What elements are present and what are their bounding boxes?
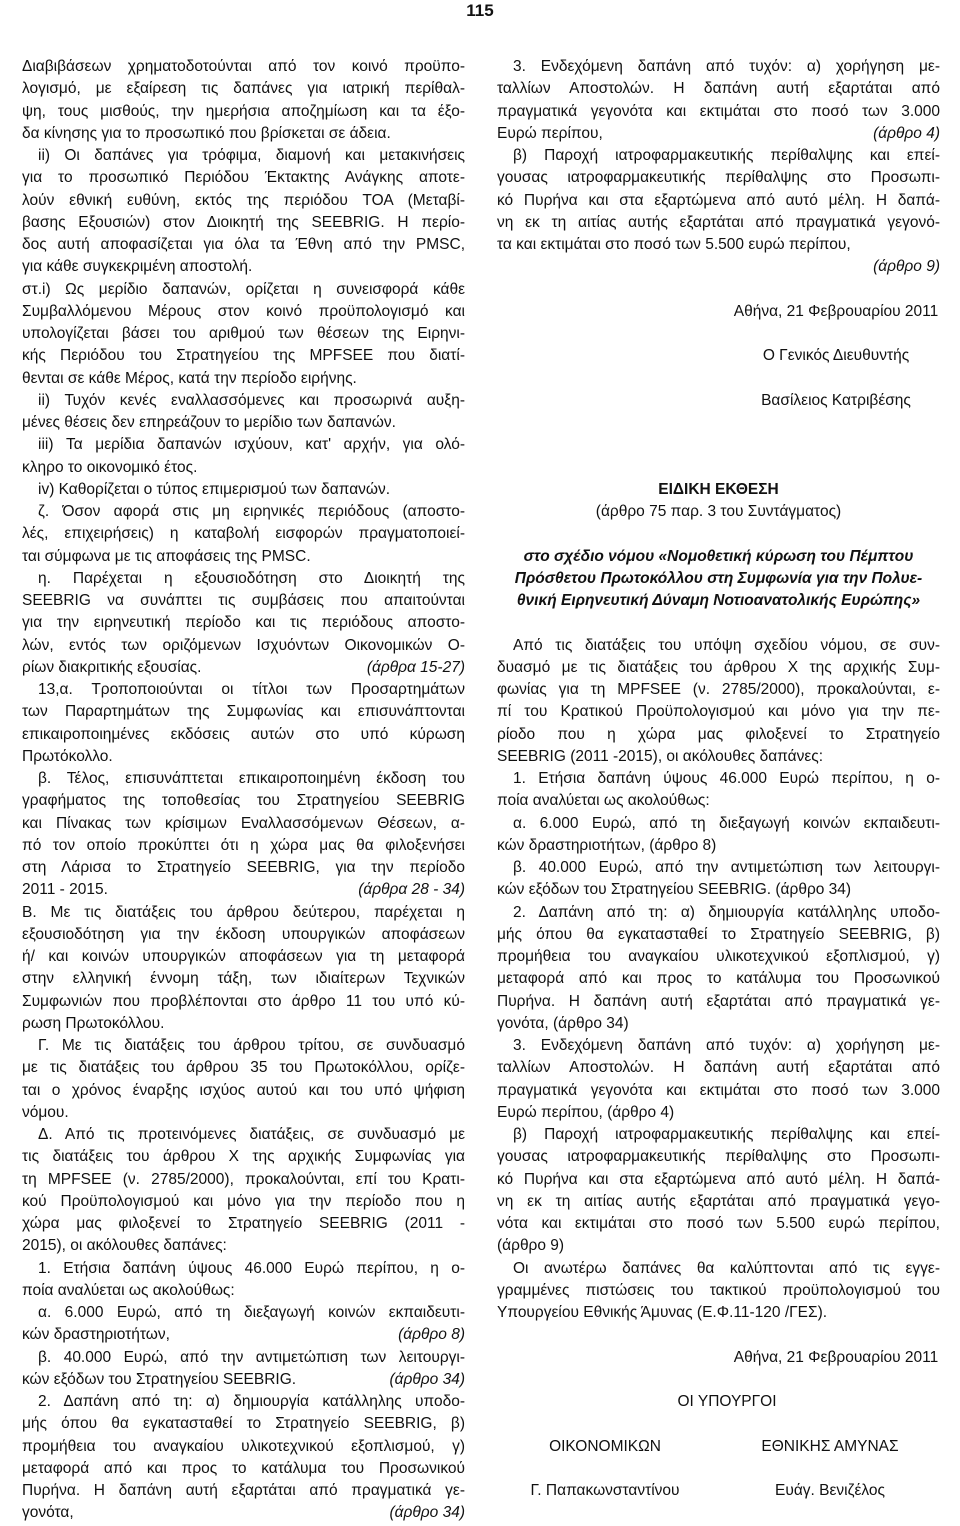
- line-text: κής Περιόδου του Στρατηγείου της MPFSEE που διατί-: [22, 347, 465, 365]
- text-line: [22, 724, 465, 746]
- line-text: μεταφορά από και προς το κατάλυμα του Προσωνικού: [497, 970, 940, 988]
- text-line: [22, 1280, 465, 1302]
- line-text: μής όπου θα εγκατασταθεί το Στρατηγείο SEEBRIG, β): [22, 1415, 465, 1433]
- text-line: [22, 1413, 465, 1435]
- text-line: [22, 1458, 465, 1480]
- text-line: [22, 123, 465, 145]
- text-line: [497, 101, 940, 123]
- bill-title-line: στο σχέδιο νόμου «Νομοθετική κύρωση του Πέμπτου: [523, 547, 914, 565]
- line-text: Γ. Με τις διατάξεις του άρθρου τρίτου, σε συνδυασμό: [38, 1037, 465, 1054]
- text-line: [497, 813, 940, 835]
- text-line: [497, 123, 940, 145]
- line-text: λές, επιχειρήσεις) η καταβολή εισφορών πραγματοποιεί-: [22, 525, 465, 543]
- text-line: [497, 1169, 940, 1191]
- text-line: [22, 1480, 465, 1502]
- signatory-name: Βασίλειος Κατριβέσης: [761, 391, 911, 409]
- text-line: [497, 234, 940, 256]
- ministers-heading: ΟΙ ΥΠΟΥΡΓΟΙ: [677, 1393, 777, 1410]
- line-text: νη εκ τη αιτίας αυτής εξαρτάται από πραγματικά γεγο-: [497, 1192, 940, 1210]
- line-text: ρωση Πρωτοκόλλου.: [22, 1014, 165, 1032]
- paragraph: [497, 813, 940, 858]
- text-line: [22, 323, 465, 345]
- line-text: ταλλίων Αποστολών. Η δαπάνη αυτή εξαρτάται από: [497, 80, 940, 98]
- paragraph: [497, 1124, 940, 1258]
- signature-block-director: [716, 301, 956, 412]
- line-text: για το προσωπικό Περιόδου Έκτακτης Ανάγκης αποτε-: [22, 169, 465, 187]
- text-line: [497, 212, 940, 234]
- line-text: ρίων διακριτικής εξουσίας.: [22, 658, 202, 676]
- line-text: στην ελληνική έννομη τάξη, των ιδιαίτερων Τεχνικών: [22, 970, 465, 988]
- paragraph: [22, 768, 465, 902]
- line-text: των Παραρτημάτων της Συμφωνίας και επισυνάπτονται: [22, 703, 465, 721]
- line-text: προμήθεια του αναγκαίου υλικοτεχνικού εξοπλισμού, γ): [497, 948, 940, 965]
- text-line: [22, 968, 465, 990]
- line-text: 2. Δαπάνη από τη: α) δημιουργία κατάλληλης υποδο-: [38, 1393, 465, 1410]
- text-line: [22, 479, 465, 501]
- article-reference: (άρθρα 15-27): [366, 658, 465, 676]
- text-line: [497, 924, 940, 946]
- text-line: [22, 590, 465, 612]
- text-line: [497, 1191, 940, 1213]
- paragraph: [22, 1035, 465, 1124]
- line-text: ii) Τυχόν κενές εναλλασσόμενες και προσωρινά αυξη-: [38, 391, 465, 409]
- text-line: [22, 523, 465, 545]
- text-line: [22, 1502, 465, 1524]
- line-text: α. 6.000 Ευρώ, από τη διεξαγωγή κοινών εκπαιδευτι-: [38, 1304, 465, 1321]
- line-text: τις διατάξεις του άρθρου Χ της αρχικής Συμφωνίας για: [22, 1148, 465, 1166]
- text-line: [497, 968, 940, 990]
- paragraph: [497, 857, 940, 902]
- line-text: Δ. Από τις προτεινόμενες διατάξεις, σε συνδυασμό με: [38, 1126, 465, 1143]
- paragraph: [22, 145, 465, 279]
- line-text: Διαβιβάσεων χρηματοδοτούνται από τον κοινό προϋπο-: [22, 58, 465, 75]
- line-text: επικαιροποιημένες εκδόσεις αυτών στο υπό κύρωση: [22, 725, 465, 743]
- line-text: ποία αναλύεται ως ακολούθως:: [497, 792, 710, 810]
- line-text: η. Παρέχεται η εξουσιοδότηση στο Διοικητή της: [38, 569, 465, 587]
- text-line: [497, 167, 940, 189]
- text-line: [22, 835, 465, 857]
- text-line: [22, 902, 465, 924]
- line-text: iii) Τα μερίδια δαπανών ισχύουν, κατ' αρχήν, για ολό-: [38, 436, 465, 454]
- text-line: [497, 635, 940, 657]
- text-line: [497, 1124, 940, 1146]
- line-text: ται ο χρόνος έναρξης ισχύος αυτού και του υπό ψήφιση: [22, 1081, 465, 1099]
- text-line: [22, 345, 465, 367]
- line-text: Ευρώ περίπου,: [497, 124, 603, 142]
- text-line: [22, 746, 465, 768]
- line-text: εξουσιοδότηση για την έκδοση υπουργικών αποφάσεων: [22, 925, 465, 943]
- paragraph: [497, 56, 940, 145]
- text-line: [497, 1302, 940, 1324]
- paragraph: [22, 479, 465, 501]
- line-text: Από τις διατάξεις του υπόψη σχεδίου νόμου, σε συν-: [513, 636, 940, 654]
- line-text: πί του Κρατικού Προϋπολογισμού και μόνο για την πε-: [497, 703, 940, 721]
- text-line: [497, 1213, 940, 1235]
- line-text: πραγματικά γεγονότα και εκτιμάται στο ποσό των 3.000: [497, 102, 940, 120]
- spacer: [497, 457, 940, 479]
- line-text: ζ. Όσον αφορά στις μη ειρηνικές περιόδους (αποστο-: [38, 503, 465, 520]
- line-text: β. 40.000 Ευρώ, από την αντιμετώπιση των λειτουργι-: [38, 1348, 465, 1366]
- line-text: iv) Καθορίζεται ο τύπος επιμερισμού των δαπανών.: [38, 480, 391, 498]
- text-line: [497, 1102, 940, 1124]
- line-text: Συμφωνιών που προβλέπονται στο άρθρο 11 του υπό κύ-: [22, 992, 465, 1010]
- text-line: [22, 1235, 465, 1257]
- paragraph: [22, 568, 465, 679]
- paragraph: [497, 145, 940, 279]
- line-text: γουσας ιατροφαρμακευτικής περίθαλψης στο Προσωπι-: [497, 169, 940, 187]
- line-text: γραμμένες πιστώσεις του τακτικού προϋπολογισμού του: [497, 1281, 940, 1299]
- line-text: SEEBRIG (2011 -2015), οι ακόλουθες δαπάνες:: [497, 747, 824, 765]
- signatory-title: Ο Γενικός Διευθυντής: [762, 347, 910, 365]
- line-text: δος αυτή αποφασίζεται για όλα τα Έθνη από την PMSC,: [22, 236, 465, 253]
- paragraph: [22, 56, 465, 145]
- line-text: ταλλίων Αποστολών. Η δαπάνη αυτή εξαρτάται από: [497, 1059, 940, 1077]
- line-text: β. 40.000 Ευρώ, από την αντιμετώπιση των λειτουργι-: [513, 859, 940, 876]
- line-text: Συμβαλλόμενου Μέρους στον κοινό προϋπολογισμό και: [22, 302, 465, 320]
- text-line: [497, 701, 940, 723]
- text-line: [497, 1258, 940, 1280]
- spacer: [497, 1413, 940, 1435]
- line-text: νη εκ τη αιτίας αυτής εξαρτάται από πραγματικά γεγονό-: [497, 213, 940, 231]
- text-line: [497, 1235, 940, 1257]
- line-text: γραφήματος της τοποθεσίας του Στρατηγείου SEEBRIG: [22, 792, 465, 810]
- spacer: [497, 412, 940, 434]
- line-text: προμήθεια του αναγκαίου υλικοτεχνικού εξοπλισμού, γ): [22, 1437, 465, 1455]
- text-line: [22, 212, 465, 234]
- text-line: [22, 1169, 465, 1191]
- text-line: [497, 1035, 940, 1057]
- text-line: [22, 1213, 465, 1235]
- text-line: [497, 657, 940, 679]
- paragraph: [497, 1258, 940, 1325]
- text-line: [497, 256, 940, 278]
- spacer: [497, 279, 940, 301]
- paragraph: [22, 679, 465, 768]
- text-line: [22, 412, 465, 434]
- text-line: [497, 991, 940, 1013]
- line-text: ρίοδο που η χώρα μας φιλοξενεί το Στρατηγείο: [497, 725, 940, 743]
- text-line: [22, 1080, 465, 1102]
- text-line: [497, 946, 940, 968]
- text-line: [22, 368, 465, 390]
- line-text: Υπουργείου Εθνικής Άμυνας (Ε.Φ.11-120 /ΓΕΣ).: [497, 1304, 828, 1321]
- line-text: α. 6.000 Ευρώ, από τη διεξαγωγή κοινών εκπαιδευτι-: [513, 814, 940, 832]
- text-line: [22, 279, 465, 301]
- paragraph: [22, 279, 465, 390]
- line-text: κό Πυρήνα και στα εξαρτώμενα από αυτό μέλη. Η δαπά-: [497, 191, 940, 209]
- text-line: [22, 457, 465, 479]
- line-text: στ.i) Ως μερίδιο δαπανών, ορίζεται η συνεισφορά κάθε: [22, 280, 465, 298]
- text-line: [22, 234, 465, 256]
- spacer: [497, 1458, 940, 1480]
- line-text: μής όπου θα εγκατασταθεί το Στρατηγείο SEEBRIG, β): [497, 925, 940, 943]
- right-column: [497, 56, 940, 1502]
- text-line: [22, 657, 465, 679]
- text-line: [497, 857, 940, 879]
- article-reference: (άρθρο 4): [873, 124, 940, 142]
- page-number: 115: [466, 1, 494, 20]
- bill-title-line: θνική Ειρηνευτική Δύναμη Νοτιοανατολικής Ευρώπης»: [516, 592, 921, 609]
- text-line: [22, 857, 465, 879]
- text-line: [497, 145, 940, 167]
- text-line: [22, 946, 465, 968]
- paragraph: [497, 635, 940, 769]
- text-line: [497, 1080, 940, 1102]
- text-line: [497, 1146, 940, 1168]
- text-line: [22, 635, 465, 657]
- spacer: [497, 612, 940, 634]
- text-line: [22, 612, 465, 634]
- text-line: [497, 1013, 940, 1035]
- article-reference: (άρθρο 8): [398, 1326, 465, 1344]
- text-line: [22, 701, 465, 723]
- text-line: [22, 1146, 465, 1168]
- text-line: [22, 1302, 465, 1324]
- text-line: [22, 879, 465, 901]
- text-line: [497, 1280, 940, 1302]
- line-text: μένες θέσεις δεν επηρεάζουν το μερίδιο των δαπανών.: [22, 414, 396, 431]
- text-line: [497, 902, 940, 924]
- line-text: Οι ανωτέρω δαπάνες θα καλύπτονται από τις εγγε-: [513, 1259, 940, 1277]
- text-line: [22, 56, 465, 78]
- text-line: [22, 679, 465, 701]
- bill-title: [497, 546, 940, 613]
- line-text: (άρθρο 9): [497, 1237, 565, 1255]
- text-line: [22, 924, 465, 946]
- line-text: νότα και εκτιμάται στο ποσό των 5.500 ευρώ περίπου,: [497, 1215, 940, 1232]
- spacer: [716, 323, 956, 345]
- line-text: κών δραστηριοτήτων,: [22, 1326, 170, 1344]
- text-line: [22, 190, 465, 212]
- line-text: δα κίνησης για το προσωπικό που βρίσκεται σε άδεια.: [22, 124, 391, 142]
- paragraph: [22, 434, 465, 479]
- text-line: [22, 78, 465, 100]
- line-text: κό Πυρήνα και στα εξαρτώμενα από αυτό μέλη. Η δαπά-: [497, 1170, 940, 1188]
- text-line: [22, 167, 465, 189]
- text-line: [497, 78, 940, 100]
- line-text: λογισμό, με εξαίρεση τις δαπάνες για ιατρική περίθαλ-: [22, 80, 465, 98]
- line-text: λούν εθνική ευθύνη, εκτός της περιόδου ΤΟΑ (Μεταβί-: [22, 191, 465, 209]
- text-line: [497, 56, 940, 78]
- text-line: [497, 790, 940, 812]
- line-text: 2015), οι ακόλουθες δαπάνες:: [22, 1237, 227, 1255]
- text-line: [497, 835, 940, 857]
- line-text: κού Προϋπολογισμού και μόνο για την περίοδο που η: [22, 1192, 465, 1210]
- text-line: [497, 1057, 940, 1079]
- text-line: [22, 768, 465, 790]
- text-line: [22, 1124, 465, 1146]
- report-body: [497, 635, 940, 1325]
- text-line: [22, 1324, 465, 1346]
- line-text: SEEBRIG να συνάπτει τις συμβάσεις που απαιτούνται: [22, 592, 465, 609]
- line-text: 3. Ενδεχόμενη δαπάνη από τυχόν: α) χορήγηση με-: [513, 1037, 940, 1054]
- left-column: [22, 56, 465, 1525]
- line-text: Πυρήνα. Η δαπάνη αυτή εξαρτάται από πραγματικά γε-: [22, 1482, 465, 1499]
- spacer: [497, 1324, 940, 1346]
- spacer: [497, 523, 940, 545]
- text-line: [22, 501, 465, 523]
- text-line: [22, 1035, 465, 1057]
- spacer: [497, 1369, 940, 1391]
- signature-date: Αθήνα, 21 Φεβρουαρίου 2011: [733, 302, 939, 320]
- line-text: δυασμό με τις διατάξεις του άρθρου Χ της αρχικής Συμ-: [497, 658, 940, 676]
- line-text: με τις διατάξεις του άρθρου 35 του Πρωτοκόλλου, ορίζε-: [22, 1059, 465, 1077]
- line-text: ποία αναλύεται ως ακολούθως:: [22, 1281, 235, 1299]
- text-line: [497, 724, 940, 746]
- text-line: [22, 1013, 465, 1035]
- report-heading: ΕΙΔΙΚΗ ΕΚΘΕΣΗ: [658, 480, 779, 498]
- paragraph: [497, 1035, 940, 1124]
- line-text: κών δραστηριοτήτων, (άρθρο 8): [497, 836, 717, 854]
- spacer: [497, 434, 940, 456]
- article-reference: (άρθρο 34): [389, 1504, 465, 1522]
- article-reference: (άρθρο 9): [873, 258, 940, 276]
- line-text: κών εξόδων του Στρατηγείου SEEBRIG. (άρθρο 34): [497, 881, 852, 899]
- line-text: Πρωτόκολλο.: [22, 747, 113, 765]
- line-text: β. Τέλος, επισυνάπτεται επικαιροποιημένη έκδοση του: [38, 770, 465, 787]
- line-text: β) Παροχή ιατροφαρμακευτικής περίθαλψης και επεί-: [513, 1126, 940, 1143]
- bill-title-line: Πρόσθετου Πρωτοκόλλου στη Συμφωνία για την Πολυε-: [514, 569, 923, 587]
- text-line: [22, 101, 465, 123]
- line-text: 3. Ενδεχόμενη δαπάνη από τυχόν: α) χορήγηση με-: [513, 58, 940, 75]
- text-line: [22, 256, 465, 278]
- paragraph: [22, 1347, 465, 1392]
- line-text: και Πίνακας των κρίσιμων Εναλλασσόμενων Θέσεων, α-: [22, 814, 465, 832]
- article-reference: (άρθρα 28 - 34): [358, 881, 465, 899]
- line-text: χώρα μας φιλοξενεί το Στρατηγείο SEEBRIG (2011 -: [22, 1215, 465, 1232]
- line-text: Β. Με τις διατάξεις του άρθρου δεύτερου, παρέχεται η: [22, 903, 465, 921]
- text-line: [22, 1369, 465, 1391]
- line-text: λών, εντός των οριζόμενων Ισχυόντων Οικονομικών Ο-: [22, 636, 465, 654]
- report-subheading: (άρθρο 75 παρ. 3 του Συντάγματος): [595, 503, 842, 520]
- ministry-finance: ΟΙΚΟΝΟΜΙΚΩΝ: [549, 1437, 661, 1455]
- line-text: για κάθε συγκεκριμένη αποστολή.: [22, 258, 253, 276]
- text-line: [22, 301, 465, 323]
- text-line: [22, 790, 465, 812]
- line-text: 13,α. Τροποποιούνται οι τίτλοι των Προσαρτημάτων: [38, 681, 465, 698]
- text-line: [22, 145, 465, 167]
- minister-name-defence: Ευάγ. Βενιζέλος: [775, 1482, 885, 1499]
- line-text: ται σύμφωνα με τις αποφάσεις της PMSC.: [22, 547, 311, 565]
- text-line: [497, 746, 940, 768]
- text-line: [22, 546, 465, 568]
- line-text: γονότα,: [22, 1504, 74, 1522]
- line-text: 2011 - 2015.: [22, 881, 108, 899]
- article-reference: (άρθρο 34): [389, 1370, 465, 1388]
- paragraph: [22, 1391, 465, 1525]
- text-line: [22, 434, 465, 456]
- line-text: πό τον οποίο προκύπτει ότι η χώρα μας θα φιλοξενήσει: [22, 836, 465, 854]
- text-line: [22, 1057, 465, 1079]
- ministries-row: [497, 1436, 940, 1458]
- paragraph: [22, 1258, 465, 1303]
- line-text: κών εξόδων του Στρατηγείου SEEBRIG.: [22, 1370, 297, 1388]
- paragraph: [22, 1302, 465, 1347]
- text-line: [22, 568, 465, 590]
- text-line: [22, 1258, 465, 1280]
- line-text: στη Λάρισα το Στρατηγείο SEEBRIG, για την περίοδο: [22, 859, 465, 876]
- line-text: 1. Ετήσια δαπάνη ύψους 46.000 Ευρώ περίπου, η ο-: [513, 770, 940, 787]
- paragraph: [22, 1124, 465, 1258]
- line-text: μεταφορά από και προς το κατάλυμα του Προσωνικού: [22, 1459, 465, 1477]
- paragraph: [22, 501, 465, 568]
- line-text: κληρο το οικονομικό έτος.: [22, 458, 198, 476]
- ministry-defence: ΕΘΝΙΚΗΣ ΑΜΥΝΑΣ: [761, 1437, 899, 1455]
- text-line: [22, 1102, 465, 1124]
- paragraph: [22, 902, 465, 1036]
- minister-names-row: [497, 1480, 940, 1502]
- paragraph: [497, 768, 940, 813]
- line-text: θενται σε κάθε Μέρος, κατά την περίοδο ειρήνης.: [22, 369, 357, 387]
- line-text: β) Παροχή ιατροφαρμακευτικής περίθαλψης και επεί-: [513, 147, 940, 164]
- line-text: τα και εκτιμάται στο ποσό των 5.500 ευρώ περίπου,: [497, 236, 851, 253]
- text-line: [22, 390, 465, 412]
- line-text: ψη, τους μισθούς, την ημερήσια αποζημίωση και τα έξο-: [22, 102, 465, 120]
- line-text: Πυρήνα. Η δαπάνη αυτή εξαρτάται από πραγματικά γε-: [497, 992, 940, 1010]
- line-text: νόμου.: [22, 1103, 69, 1121]
- signature-date-block: [716, 1347, 956, 1369]
- text-line: [497, 190, 940, 212]
- line-text: βασης Εξουσιών) στον Διοικητή της SEEBRIG. Η περίο-: [22, 213, 465, 231]
- signature-date: Αθήνα, 21 Φεβρουαρίου 2011: [733, 1348, 939, 1366]
- paragraph: [497, 902, 940, 1036]
- line-text: για την ειρηνευτική περίοδο και τις περιόδους αποστο-: [22, 614, 465, 632]
- text-line: [22, 991, 465, 1013]
- text-line: [22, 1347, 465, 1369]
- text-line: [22, 1391, 465, 1413]
- text-line: [497, 679, 940, 701]
- line-text: 1. Ετήσια δαπάνη ύψους 46.000 Ευρώ περίπου, η ο-: [38, 1259, 465, 1277]
- line-text: 2. Δαπάνη από τη: α) δημιουργία κατάλληλης υποδο-: [513, 903, 940, 921]
- line-text: υπολογίζεται βάσει του αριθμού των θέσεων της Ειρηνι-: [22, 325, 465, 342]
- line-text: τη MPFSEE (ν. 2785/2000), προκαλούνται, επί του Κρατι-: [22, 1170, 465, 1188]
- line-text: ή/ και κοινών υπουργικών αποφάσεων για τη μεταφορά: [22, 948, 465, 965]
- text-line: [22, 1191, 465, 1213]
- line-text: γονότα, (άρθρο 34): [497, 1014, 629, 1032]
- text-line: [22, 813, 465, 835]
- line-text: πραγματικά γεγονότα και εκτιμάται στο ποσό των 3.000: [497, 1081, 940, 1099]
- spacer: [716, 368, 956, 390]
- text-line: [22, 1436, 465, 1458]
- line-text: Ευρώ περίπου, (άρθρο 4): [497, 1103, 675, 1121]
- text-line: [497, 768, 940, 790]
- text-line: [497, 879, 940, 901]
- paragraph: [22, 390, 465, 435]
- minister-name-finance: Γ. Παπακωνσταντίνου: [530, 1482, 680, 1499]
- top-paragraphs: [497, 56, 940, 279]
- line-text: γουσας ιατροφαρμακευτικής περίθαλψης στο Προσωπι-: [497, 1148, 940, 1166]
- line-text: φωνίας για τη MPFSEE (ν. 2785/2000), προκαλούνται, ε-: [497, 681, 940, 698]
- line-text: ii) Οι δαπάνες για τρόφιμα, διαμονή και μετακινήσεις: [38, 147, 465, 164]
